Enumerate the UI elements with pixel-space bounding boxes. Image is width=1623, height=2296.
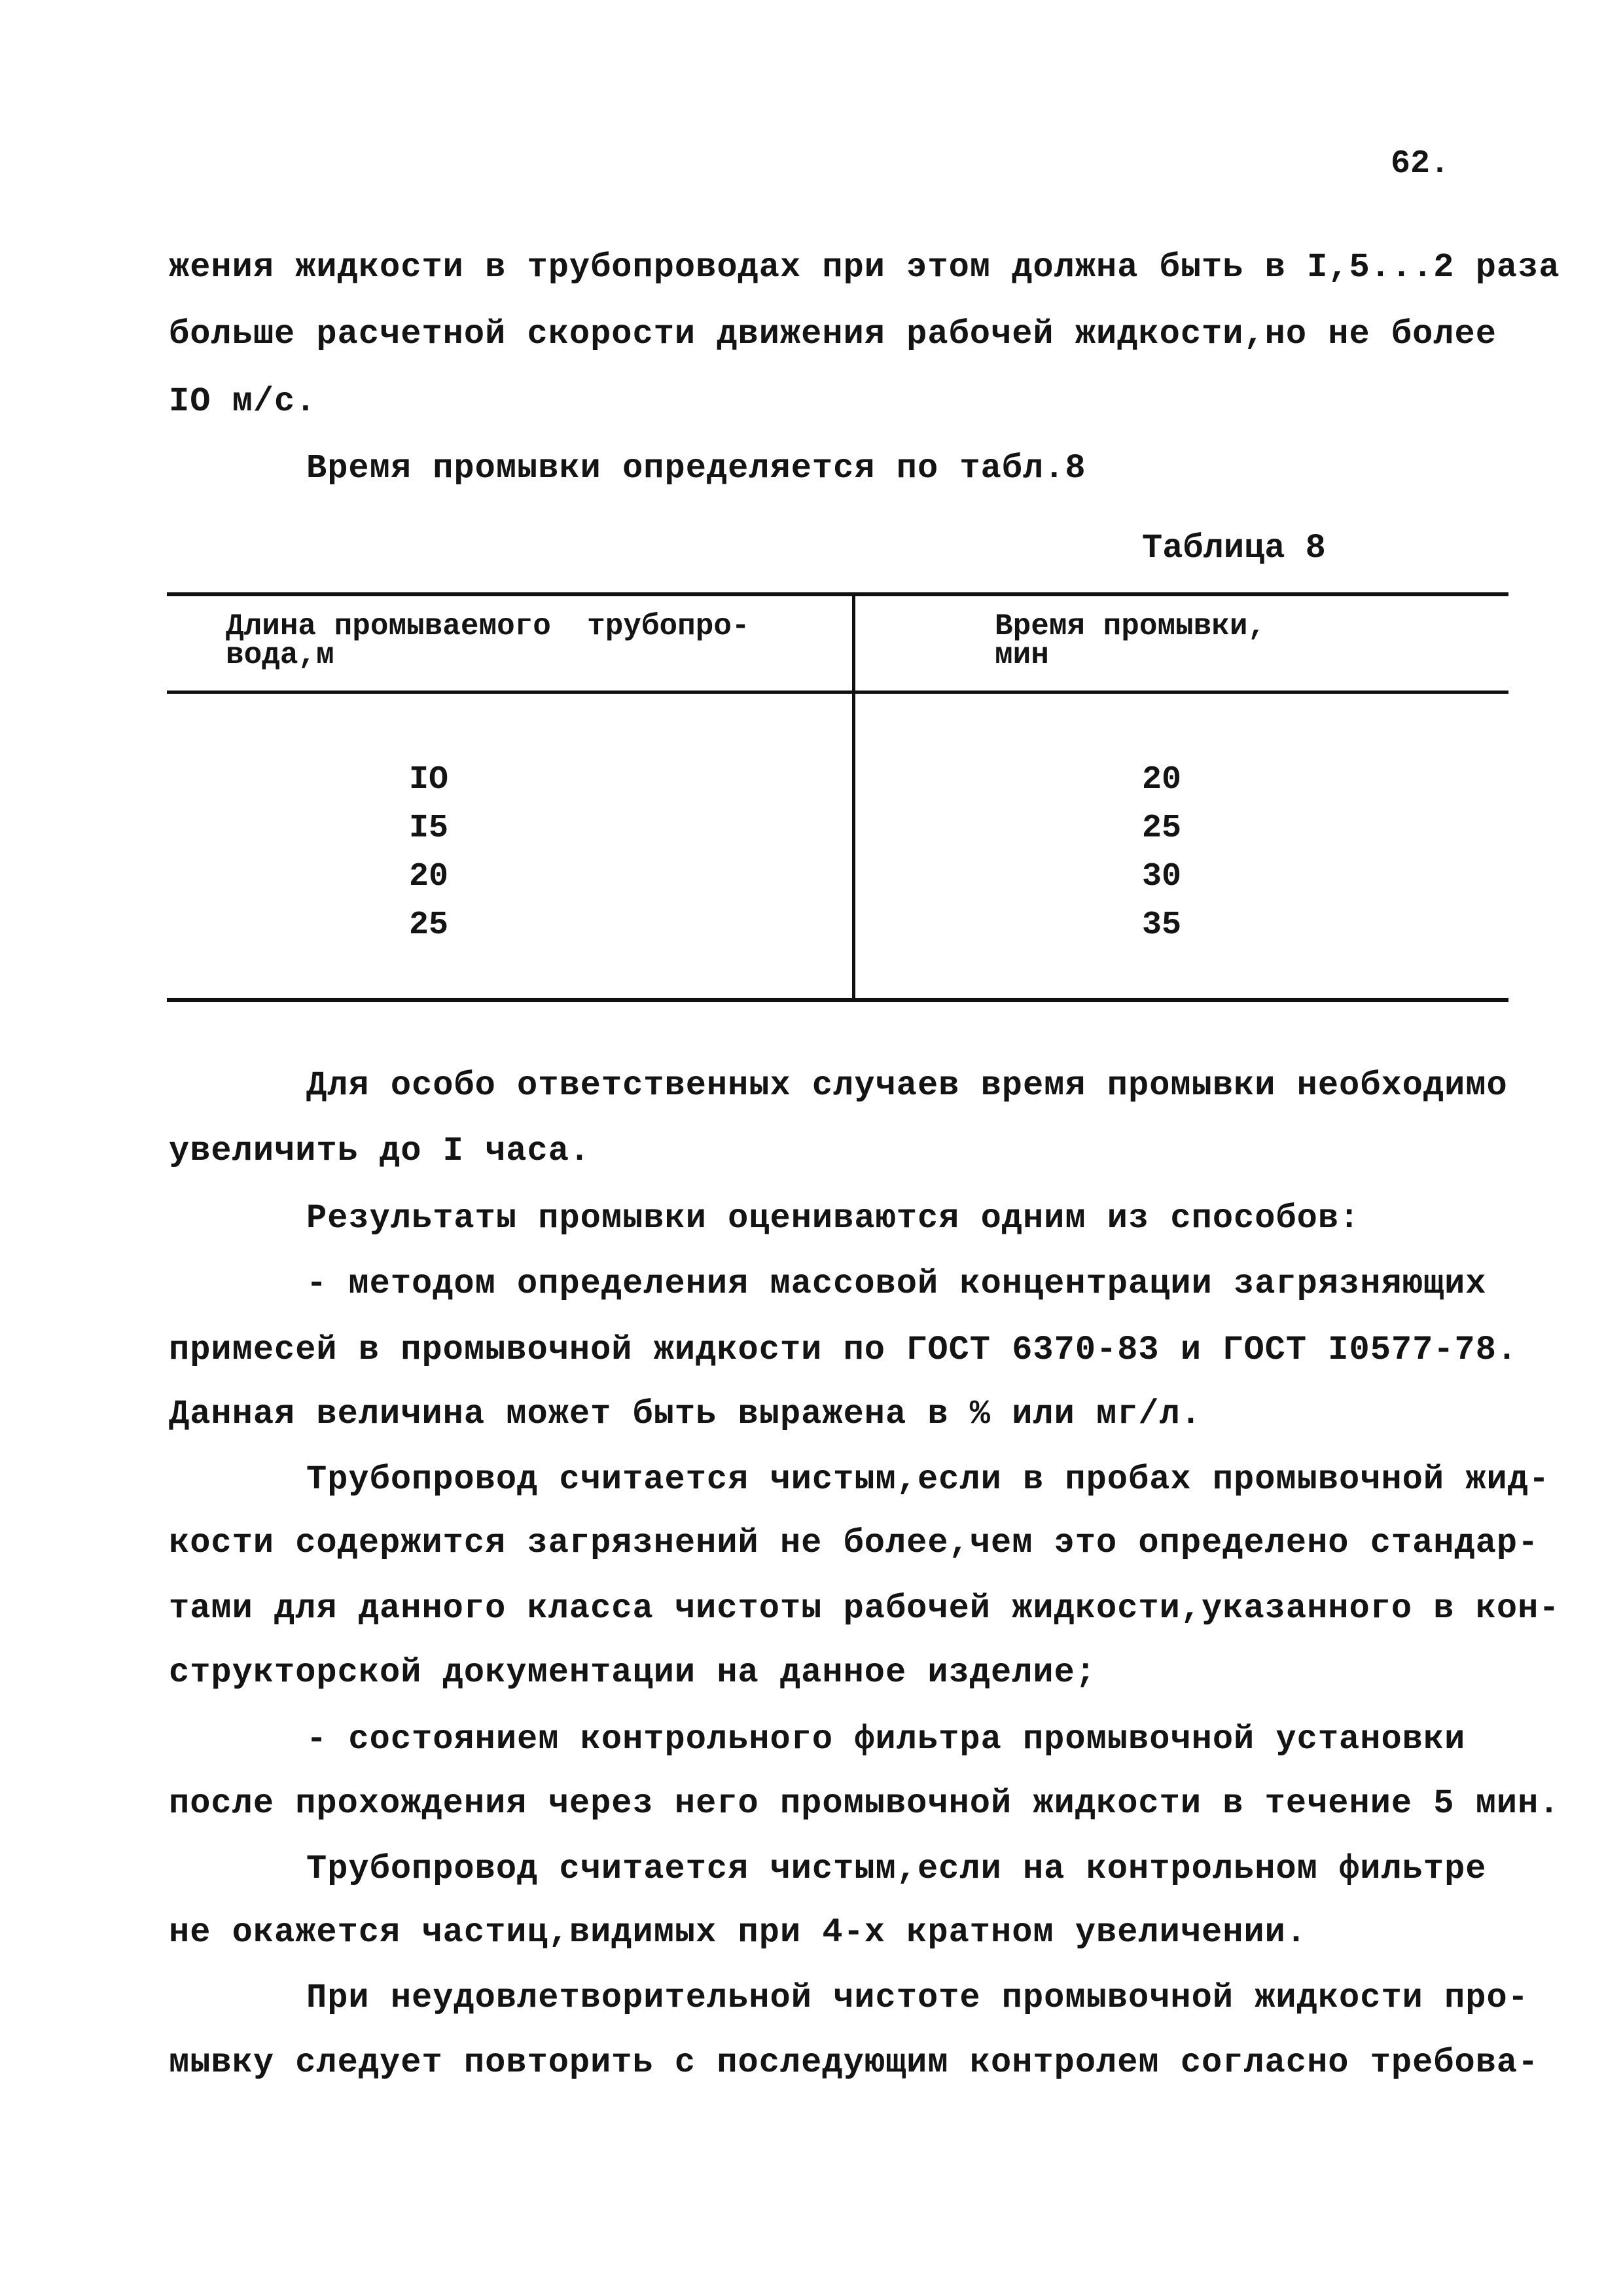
table-header-length: Длина промываемого трубопро- вода,м xyxy=(226,609,750,672)
text-line: жения жидкости в трубопроводах при этом должна быть в I,5...2 раза xyxy=(169,248,1560,287)
text-line: увеличить до I часа. xyxy=(169,1132,591,1170)
table-header-time: Время промывки, мин xyxy=(995,609,1266,672)
text-line: не окажется частиц,видимых при 4-х кратном увеличении. xyxy=(169,1913,1308,1952)
text-line: - методом определения массовой концентрации загрязняющих xyxy=(306,1265,1487,1303)
table-top-rule xyxy=(167,592,1508,596)
text-line: после прохождения через него промывочной жидкости в течение 5 мин. xyxy=(169,1784,1560,1823)
table-cell-time: 35 xyxy=(1141,906,1181,944)
text-line: При неудовлетворительной чистоте промывочной жидкости про- xyxy=(306,1979,1529,2017)
data-table xyxy=(167,592,1508,1011)
text-line: Для особо ответственных случаев время промывки необходимо xyxy=(306,1066,1508,1105)
table-cell-length: IO xyxy=(408,761,448,798)
text-line: IO м/с. xyxy=(169,382,317,421)
table-column-divider xyxy=(852,592,855,998)
table-cell-length: 20 xyxy=(408,858,448,895)
text-line: Трубопровод считается чистым,если в пробах промывочной жид- xyxy=(306,1460,1550,1499)
table-bottom-rule xyxy=(167,998,1508,1002)
table-cell-length: I5 xyxy=(408,810,448,847)
table-cell-time: 20 xyxy=(1141,761,1181,798)
text-line: Данная величина может быть выражена в % или мг/л. xyxy=(169,1395,1202,1433)
text-line: структорской документации на данное изделие; xyxy=(169,1653,1097,1692)
page-number: 62. xyxy=(1391,145,1450,183)
table-cell-time: 30 xyxy=(1141,858,1181,895)
text-line: больше расчетной скорости движения рабочей жидкости,но не более xyxy=(169,315,1497,353)
table-cell-length: 25 xyxy=(408,906,448,944)
text-line: кости содержится загрязнений не более,чем это определено стандар- xyxy=(169,1524,1539,1562)
table-cell-time: 25 xyxy=(1141,810,1181,847)
text-line: Время промывки определяется по табл.8 xyxy=(306,449,1086,488)
text-line: мывку следует повторить с последующим контролем согласно требова- xyxy=(169,2043,1539,2082)
text-line: Трубопровод считается чистым,если на контрольном фильтре xyxy=(306,1850,1487,1888)
text-line: примесей в промывочной жидкости по ГОСТ 6370-83 и ГОСТ I0577-78. xyxy=(169,1331,1518,1369)
table-caption: Таблица 8 xyxy=(1142,529,1326,567)
text-line: Результаты промывки оцениваются одним из способов: xyxy=(306,1199,1361,1238)
table-header-rule xyxy=(167,691,1508,694)
text-line: - состоянием контрольного фильтра промывочной установки xyxy=(306,1720,1466,1759)
text-line: тами для данного класса чистоты рабочей жидкости,указанного в кон- xyxy=(169,1589,1560,1628)
